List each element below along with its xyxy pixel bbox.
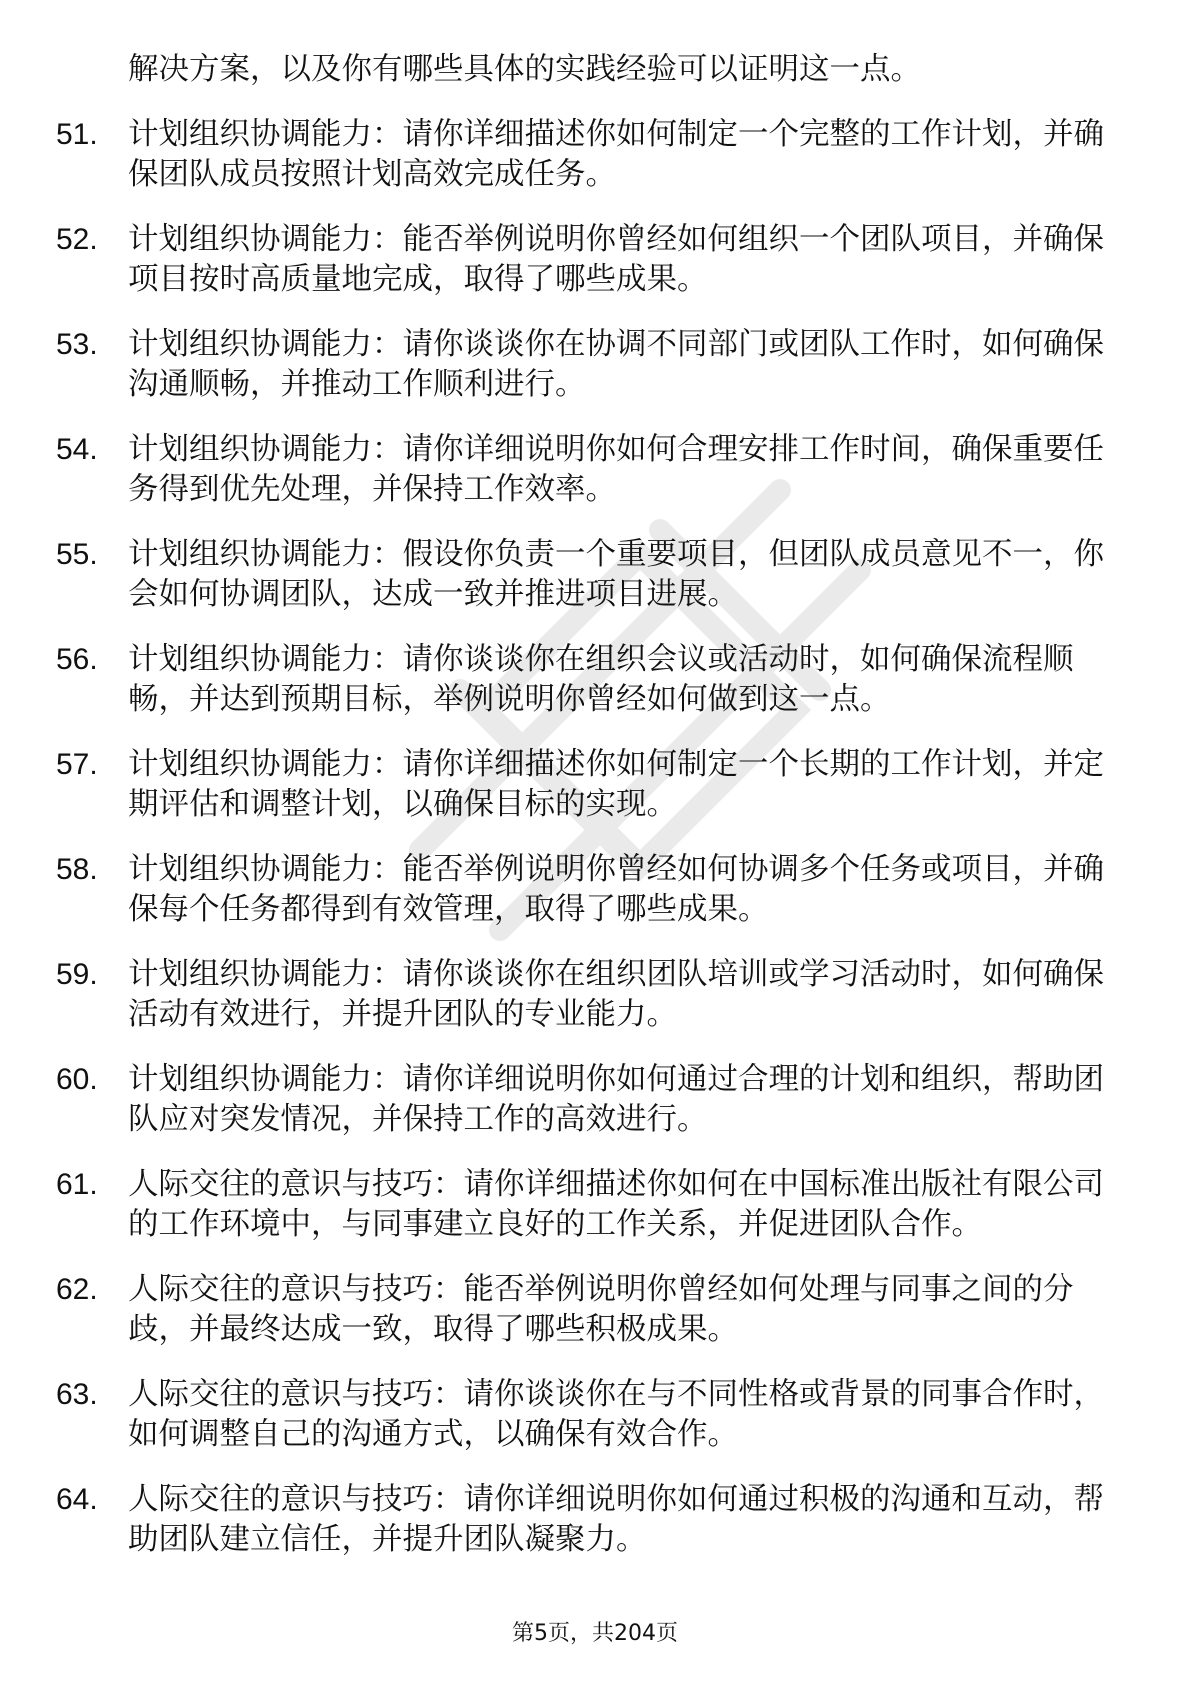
question-list [56,115,1116,1560]
list-item [56,115,1116,195]
list-item [56,955,1116,1035]
item-text: 计划组织协调能力：能否举例说明你曾经如何组织一个团队项目，并确保项目按时高质量地完成，取得了哪些成果。 [128,222,1104,297]
item-number: 61. [56,1168,98,1201]
item-number: 53. [56,328,98,361]
item-text: 计划组织协调能力：请你详细描述你如何制定一个长期的工作计划，并定期评估和调整计划，以确保目标的实现。 [128,747,1104,822]
item-number: 56. [56,643,98,676]
item-number: 58. [56,853,98,886]
item-number: 57. [56,748,98,781]
list-item [56,1270,1116,1350]
item-text: 计划组织协调能力：请你详细说明你如何通过合理的计划和组织，帮助团队应对突发情况，并保持工作的高效进行。 [128,1062,1104,1137]
list-item [56,745,1116,825]
item-number: 55. [56,538,98,571]
page-number-footer: 第5页，共204页 [512,1621,678,1646]
list-item [56,640,1116,720]
item-text: 人际交往的意识与技巧：能否举例说明你曾经如何处理与同事之间的分歧，并最终达成一致，取得了哪些积极成果。 [128,1272,1074,1347]
list-item [56,1165,1116,1245]
item-text: 计划组织协调能力：请你详细描述你如何制定一个完整的工作计划，并确保团队成员按照计划高效完成任务。 [128,117,1104,192]
list-item [56,1480,1116,1560]
document-body [56,50,1116,1585]
item-number: 62. [56,1273,98,1306]
list-item [56,1375,1116,1455]
continuation-paragraph: 解决方案，以及你有哪些具体的实践经验可以证明这一点。 [128,52,921,87]
item-text: 计划组织协调能力：请你谈谈你在组织会议或活动时，如何确保流程顺畅，并达到预期目标，举例说明你曾经如何做到这一点。 [128,642,1074,717]
item-text: 计划组织协调能力：请你谈谈你在组织团队培训或学习活动时，如何确保活动有效进行，并提升团队的专业能力。 [128,957,1104,1032]
list-item [56,1060,1116,1140]
item-text: 人际交往的意识与技巧：请你详细说明你如何通过积极的沟通和互动，帮助团队建立信任，并提升团队凝聚力。 [128,1482,1104,1557]
item-text: 人际交往的意识与技巧：请你谈谈你在与不同性格或背景的同事合作时，如何调整自己的沟通方式，以确保有效合作。 [128,1377,1104,1452]
item-number: 51. [56,118,98,151]
item-text: 人际交往的意识与技巧：请你详细描述你如何在中国标准出版社有限公司的工作环境中，与同事建立良好的工作关系，并促进团队合作。 [128,1167,1104,1242]
list-item [56,325,1116,405]
item-number: 60. [56,1063,98,1096]
item-text: 计划组织协调能力：请你详细说明你如何合理安排工作时间，确保重要任务得到优先处理，并保持工作效率。 [128,432,1104,507]
list-item [56,535,1116,615]
item-number: 63. [56,1378,98,1411]
item-number: 64. [56,1483,98,1516]
item-number: 59. [56,958,98,991]
item-text: 计划组织协调能力：假设你负责一个重要项目，但团队成员意见不一，你会如何协调团队，达成一致并推进项目进展。 [128,537,1104,612]
list-item [56,850,1116,930]
list-item [56,220,1116,300]
item-text: 计划组织协调能力：能否举例说明你曾经如何协调多个任务或项目，并确保每个任务都得到有效管理，取得了哪些成果。 [128,852,1104,927]
item-number: 52. [56,223,98,256]
item-text: 计划组织协调能力：请你谈谈你在协调不同部门或团队工作时，如何确保沟通顺畅，并推动工作顺利进行。 [128,327,1104,402]
list-item [56,430,1116,510]
item-number: 54. [56,433,98,466]
